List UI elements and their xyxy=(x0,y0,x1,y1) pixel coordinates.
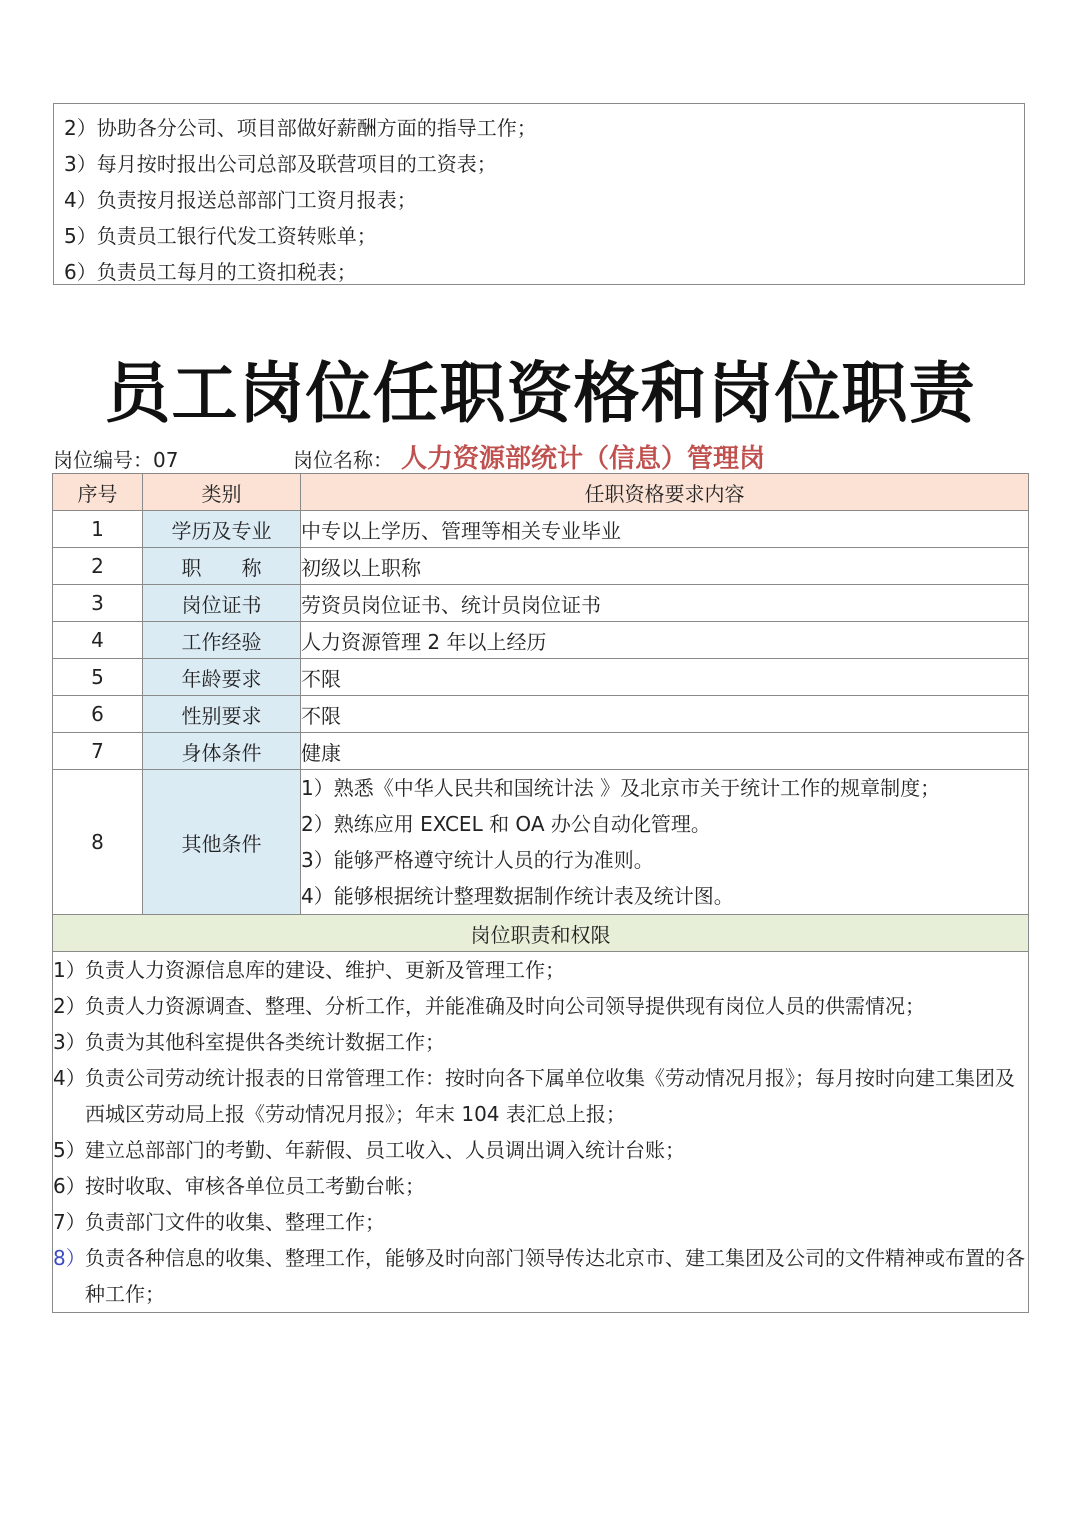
duty-text: 负责人力资源调查、整理、分析工作，并能准确及时向公司领导提供现有岗位人员的供需情况； xyxy=(85,994,925,1018)
duty-text: 负责公司劳动统计报表的日常管理工作：按时向各下属单位收集《劳动情况月报》；每月按时向建工集团及西城区劳动局上报《劳动情况月报》；年末 104 表汇总上报； xyxy=(85,1066,1015,1126)
table-row xyxy=(53,659,1029,696)
duty-text: 负责为其他科室提供各类统计数据工作； xyxy=(85,1030,445,1054)
row-category: 职 称 xyxy=(143,548,301,585)
top-list-item: 6）负责员工每月的工资扣税表； xyxy=(64,260,357,284)
row-no: 1 xyxy=(53,511,143,548)
row-content: 劳资员岗位证书、统计员岗位证书 xyxy=(301,585,1029,622)
table-row xyxy=(53,585,1029,622)
duty-number: 6） xyxy=(53,1174,86,1198)
other-condition-line: 4）能够根据统计整理数据制作统计表及统计图。 xyxy=(301,884,734,908)
table-row xyxy=(53,622,1029,659)
row-no: 2 xyxy=(53,548,143,585)
duty-number: 8） xyxy=(53,1246,86,1270)
position-name-value: 人力资源部统计（信息）管理岗 xyxy=(401,444,766,474)
row-no: 7 xyxy=(53,733,143,770)
duty-item xyxy=(53,1024,1028,1060)
other-condition-line: 3）能够严格遵守统计人员的行为准则。 xyxy=(301,848,654,872)
duty-header-row xyxy=(53,915,1029,952)
row-content: 初级以上职称 xyxy=(301,548,1029,585)
row-no: 6 xyxy=(53,696,143,733)
duty-text: 负责人力资源信息库的建设、维护、更新及管理工作； xyxy=(85,958,565,982)
top-list-item: 5）负责员工银行代发工资转账单； xyxy=(64,224,377,248)
other-condition-line: 2）熟练应用 EXCEL 和 OA 办公自动化管理。 xyxy=(301,812,711,836)
other-conditions-content xyxy=(301,770,1029,915)
row-no: 4 xyxy=(53,622,143,659)
duty-list-row xyxy=(53,952,1029,1313)
duty-item xyxy=(53,988,1028,1024)
position-number: 岗位编号：07 xyxy=(53,448,179,472)
duty-item xyxy=(53,1204,1028,1240)
row-category: 其他条件 xyxy=(143,770,301,915)
row-category: 工作经验 xyxy=(143,622,301,659)
row-no: 8 xyxy=(53,770,143,915)
top-list-item: 3）每月按时报出公司总部及联营项目的工资表； xyxy=(64,152,497,176)
duty-number: 2） xyxy=(53,994,86,1018)
row-no: 5 xyxy=(53,659,143,696)
duty-text: 按时收取、审核各单位员工考勤台帐； xyxy=(85,1174,425,1198)
position-meta-row xyxy=(53,438,1033,474)
duty-item xyxy=(53,1132,1028,1168)
table-row xyxy=(53,511,1029,548)
top-list-item: 4）负责按月报送总部部门工资月报表； xyxy=(64,188,417,212)
header-category: 类别 xyxy=(143,474,301,511)
qualification-table xyxy=(52,473,1029,1313)
duty-text: 建立总部部门的考勤、年薪假、员工收入、人员调出调入统计台账； xyxy=(85,1138,685,1162)
row-content: 健康 xyxy=(301,733,1029,770)
other-condition-line: 1）熟悉《中华人民共和国统计法 》及北京市关于统计工作的规章制度； xyxy=(301,776,941,800)
duty-item xyxy=(53,1168,1028,1204)
top-list-item: 2）协助各分公司、项目部做好薪酬方面的指导工作； xyxy=(64,116,537,140)
duty-number: 7） xyxy=(53,1210,86,1234)
duty-number: 4） xyxy=(53,1066,86,1090)
header-content: 任职资格要求内容 xyxy=(301,474,1029,511)
row-content: 中专以上学历、管理等相关专业毕业 xyxy=(301,511,1029,548)
table-row xyxy=(53,696,1029,733)
row-category: 年龄要求 xyxy=(143,659,301,696)
row-category: 性别要求 xyxy=(143,696,301,733)
table-row-other-conditions xyxy=(53,770,1029,915)
duty-number: 1） xyxy=(53,958,86,982)
row-category: 岗位证书 xyxy=(143,585,301,622)
duty-list xyxy=(53,952,1029,1313)
duty-number: 5） xyxy=(53,1138,86,1162)
row-content: 不限 xyxy=(301,696,1029,733)
duty-item xyxy=(53,952,1028,988)
duty-header: 岗位职责和权限 xyxy=(53,915,1029,952)
duty-text: 负责部门文件的收集、整理工作； xyxy=(85,1210,385,1234)
duty-number: 3） xyxy=(53,1030,86,1054)
duty-item xyxy=(53,1060,1028,1132)
row-category: 身体条件 xyxy=(143,733,301,770)
row-no: 3 xyxy=(53,585,143,622)
table-row xyxy=(53,548,1029,585)
duty-text: 负责各种信息的收集、整理工作，能够及时向部门领导传达北京市、建工集团及公司的文件精神或布置的各种工作； xyxy=(85,1246,1025,1306)
row-content: 不限 xyxy=(301,659,1029,696)
duty-item xyxy=(53,1240,1028,1312)
table-header-row xyxy=(53,474,1029,511)
position-name-label: 岗位名称： xyxy=(293,448,393,472)
row-category: 学历及专业 xyxy=(143,511,301,548)
page-title: 员工岗位任职资格和岗位职责 xyxy=(104,355,976,432)
table-row xyxy=(53,733,1029,770)
top-duty-list-box xyxy=(53,103,1025,285)
row-content: 人力资源管理 2 年以上经历 xyxy=(301,622,1029,659)
header-no: 序号 xyxy=(53,474,143,511)
